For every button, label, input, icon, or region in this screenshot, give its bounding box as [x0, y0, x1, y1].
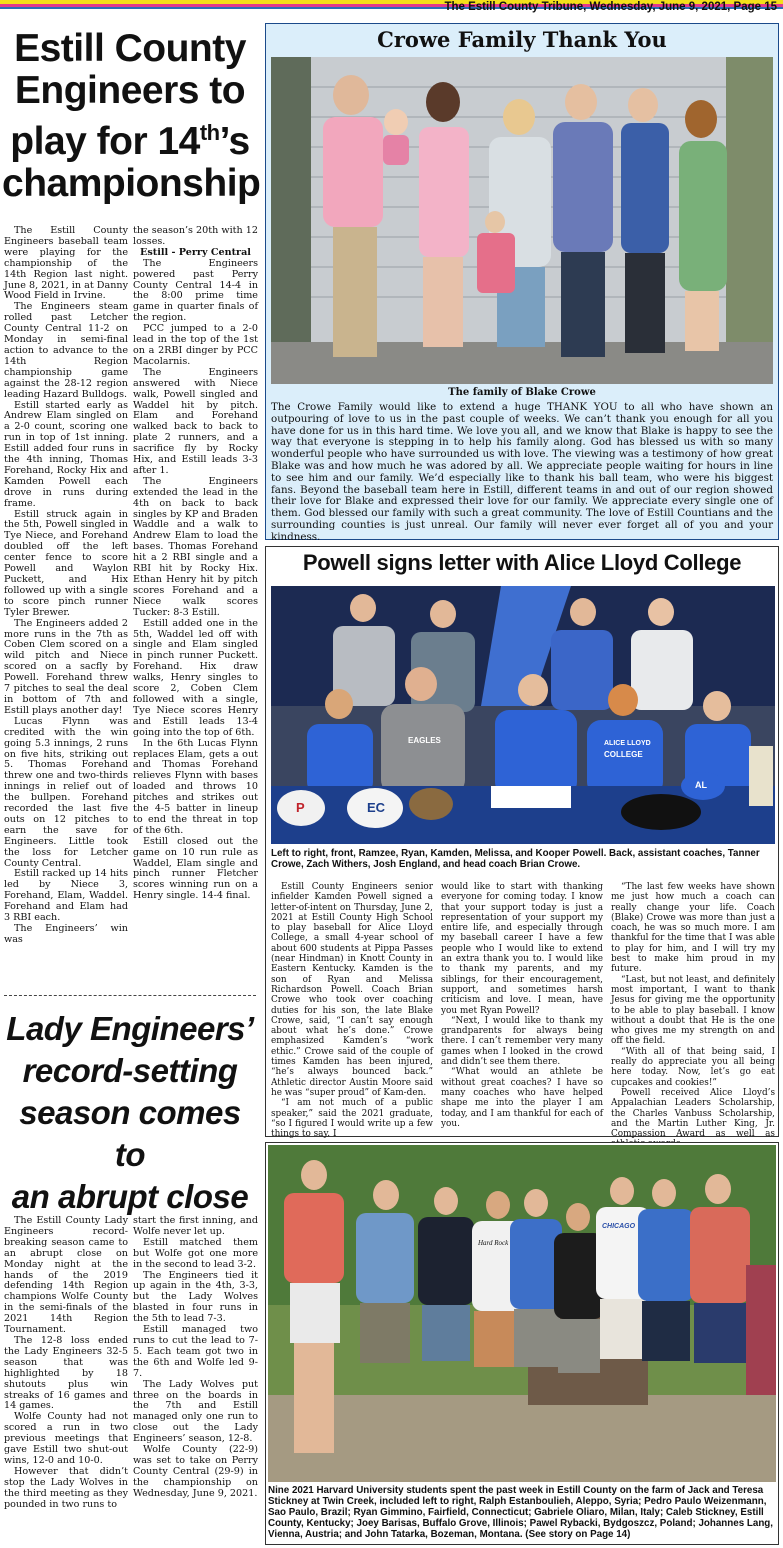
crowe-photo-art — [271, 57, 773, 384]
crowe-body: The Crowe Family would like to extend a huge THANK YOU to all who have shown an outpouring of love to us in the past couple of weeks. We can’t thank you enough for all you have done for us in this hard time. We love you all, and we know that Blake is happy to see the way that everyone is stepping in to help his family along. God has blessed us with so many wonderful people who have surrounded us with love. The viewing was a testimony of how great Blake was and how much he was adored by all. We appreciate people waiting for hours in line to see him and our family. We’d especially like to thank his ball team, who were his biggest fans. Beyond the baseball team here in Estill, different teams in and out of our region showed their love for Blake and expressed their love for our family. We appreciate every single one of them. God blessed our family with such a great community. The love of Estill Countians and the surrounding counties is just unreal. Our family will never ever forget all of you and your kindness. — [271, 401, 773, 543]
powell-paragraph: “Next, I would like to thank my grandparents for always being there. I can’t remember very many games when I looked in the crowd and didn’t see them there. — [441, 1015, 603, 1068]
engineers-paragraph: The Engineers extended the lead in the 4th on back to back singles by KP and Braden Waddle and a walk to Andrew Elam to load the bases. Thomas Forehand hit a 2 RBI single and a RBI hit by Rocky Hix. Ethan Henry hit by pitch scores Forehand and a Niece walk scores Tucker: 8-3 Estill. — [133, 475, 258, 618]
powell-hat-al: AL — [695, 780, 707, 790]
engineers-column-2 — [133, 226, 258, 902]
engineers-paragraph: The Estill County Engineers baseball team were playing for the championship of the 14th Region last night. June 8, 2021, in at Danny Wood Field in Irvine. — [4, 225, 128, 302]
engineers-paragraph: The Engineers’ win was — [4, 923, 128, 945]
engineers-headline-line4: championship — [2, 162, 261, 205]
lady-column-2 — [133, 1216, 258, 1500]
engineers-paragraph: Lucas Flynn was credited with the win going 5.3 innings, 2 runs on five hits, striking out 5. Thomas Forehand threw one and two-thirds innings in relief out of the bullpen. Forehand recorded the last five outs on 12 pitches to earn the save for Engineers. Little took the loss for Letcher County Central. — [4, 715, 128, 869]
lady-paragraph: The Lady Wolves put three on the boards in the 7th and Estill managed only one run to close out the Lady Engineers’ season, 12-8. — [133, 1378, 258, 1445]
powell-paragraph: would like to start with thanking everyone for coming today. I know that your support today is just a representation of your support my entire life, and especially through my baseball career I have a few people who I would like to extend an extra thank you to. I would like to thank my parents, and my siblings, for their encouragement, support, and sometimes harsh criticism and love. I mean, have you met Ryan Powell? — [441, 882, 603, 1016]
powell-hat-p: P — [296, 800, 305, 815]
harvard-students-photo — [268, 1145, 776, 1482]
powell-shirt-alice: ALICE LLOYD — [604, 740, 651, 747]
engineers-headline-line2: Engineers to — [14, 69, 246, 112]
powell-shirt-college: COLLEGE — [604, 750, 643, 759]
engineers-subhead: Estill - Perry Central — [140, 246, 251, 258]
powell-paragraph: “Last, but not least, and definitely most important, I want to thank Jesus for giving me the opportunity to be able to play baseball. I know without a doubt that He is the one who gives me my strength on and off the field. — [611, 974, 775, 1047]
engineers-paragraph: The Engineers steam rolled past Letcher County Central 11-2 on Monday in semi-final action to advance to the 14th Region championship game against the 28-12 region leading Hazard Bulldogs. — [4, 301, 128, 400]
powell-sign-eagles: EAGLES — [408, 736, 441, 745]
page-header: The Estill County Tribune, Wednesday, June 9, 2021, Page 15 — [444, 1, 777, 13]
engineers-paragraph: The Engineers powered past Perry County Central 14-4 in the 8:00 prime time game in quarter finals of the region. — [133, 257, 258, 324]
lady-headline-line2: record-setting — [22, 1052, 238, 1089]
engineers-paragraph: The Engineers answered with Niece walk, Powell singled and Waddel hit by pitch. Elam and Forehand walked back to back to plate 2 runners, and a sacrifice fly by Rocky Hix, and Estill leads 3-3 after 1. — [133, 366, 258, 476]
powell-paragraph: “What would an athlete be without great coaches? I have so many coaches who have helped shape me into the player I am today, and I am thankful for each of you. — [441, 1067, 603, 1129]
powell-paragraph: Powell received Alice Lloyd’s Appalachian Leaders Scholarship, the Charles Vanbuss Scholarship, and the Martin Luther King, Jr. Compassion Award as well as — [611, 1087, 775, 1140]
harvard-shirt-hardrock: Hard Rock — [478, 1239, 509, 1247]
engineers-headline-sup: th — [199, 120, 220, 145]
section-divider — [4, 995, 256, 996]
powell-column-1 — [271, 882, 433, 1139]
lady-paragraph: Estill managed two runs to cut the lead to 7-5. Each team got two in the 6th and Wolfe led 9-7. — [133, 1324, 258, 1379]
engineers-headline-line3 — [2, 112, 258, 163]
lady-headline-line1: Lady Engineers’ — [6, 1010, 254, 1047]
engineers-paragraph: The Engineers added 2 more runs in the 7th as Coben Clem scored on a wild pitch and Niece scored on a sacfly by Powell. Forehand threw 7 pitches to seal the deal in bottom of 7th and Estill plays another day! — [4, 617, 128, 716]
engineers-paragraph: the season’s 20th with 12 losses. — [133, 225, 258, 247]
engineers-headline-line3-text: play for 14 — [10, 120, 200, 163]
engineers-headline-line1: Estill County — [14, 27, 246, 70]
lady-paragraph: start the first inning, and Wolfe never let up. — [133, 1215, 258, 1237]
lady-headline — [0, 1008, 260, 1218]
crowe-family-photo — [271, 57, 773, 384]
crowe-photo-caption: The family of Blake Crowe — [448, 387, 596, 398]
lady-paragraph: However that didn’t stop the Lady Wolves in the third meeting as they pounded in two runs to — [4, 1465, 128, 1510]
engineers-paragraph: Estill closed out the game on 10 run rule as Waddel, Elam single and pinch runner Fletcher scores winning run on a Henry single. 14-4 final. — [133, 835, 258, 902]
powell-column-3 — [611, 882, 775, 1150]
lady-paragraph: Estill matched them but Wolfe got one more in the second to lead 3-2. — [133, 1236, 258, 1270]
engineers-headline — [2, 27, 261, 205]
harvard-photo-caption: Nine 2021 Harvard University students spent the past week in Estill County on the farm of Jack and Teresa Stickney at Twin Creek, included left to right, Ralph Estanboulieh, Aleppo, Syria; Pedro Paulo Weizenmann, Sao Paulo, Brazil; Ryan Gimmino, Fairfield, Connecticut; Gabriele Oliaro, Milan, Italy; Caleb Stickney, Estill County, Kentucky; Joey Barisas, Buffalo Grove, Illinois; Pawel Rybacki, Bydgoszcz, Poland; Johannes Lang, Vienna, Austria; and John Tatarka, Bozeman, Montana. (See story on Page 14) — [268, 1485, 774, 1540]
powell-column-2 — [441, 882, 603, 1129]
powell-photo-caption: Left to right, front, Ramzee, Ryan, Kamden, Melissa, and Kooper Powell. Back, assistant coaches, Tanner Crowe, Zach Withers, Josh England, and head coach Brian Crowe. — [271, 848, 760, 870]
harvard-shirt-chicago: CHICAGO — [602, 1223, 636, 1230]
lady-paragraph: The Estill County Lady Engineers record-breaking season came to an abrupt close on Monday night at the hands of the 2019 defending 14th Region champions Wolfe County in the semi-finals of the 2021 14th Region Tournament. — [4, 1215, 128, 1336]
engineers-paragraph: PCC jumped to a 2-0 lead in the top of the 1st on a 2RBI dinger by PCC Macolarnis. — [133, 323, 258, 367]
lady-headline-line4: an abrupt close — [11, 1178, 249, 1215]
powell-paragraph: “The last few weeks have shown me just how much a coach can really change your life. Coach (Blake) Crowe was more than just a coach, he was so much more. I am thankful for the time that I was able to play for him, and I will try my best to make him proud in my future. — [611, 882, 775, 975]
lady-headline-line3: season comes to — [19, 1094, 241, 1173]
engineers-column-1 — [4, 226, 128, 946]
lady-paragraph: The 12-8 loss ended the Lady Engineers 32-5 season that was highlighted by 18 shutouts plus win streaks of 16 games and 14 games. — [4, 1334, 128, 1412]
powell-photo-art — [271, 586, 775, 844]
powell-title: Powell signs letter with Alice Lloyd College — [302, 550, 742, 575]
powell-paragraph: Estill County Engineers senior infielder Kamden Powell signed a letter-of-intent on Thursday, June 2, 2021 at Estill County High School to play baseball for Alice Lloyd College, a small 4-year school of about 600 students at Pippa Passes (near Hindman) in Knott County in Eastern Kentucky. Kamden is the son of Ryan and Melissa Richardson Powell. Coach Brian Crowe who took over coaching duties for his son, the late Blake Crowe, said, “I can’t say enough about what he’s done.” Crowe emphasized Kamden’s “work ethic.” Crowe said of the couple of times Kamden has been injured, “he’s always bounced back.” Athletic director Austin Moore said he was “super proud” of Kam-den. — [271, 882, 433, 1098]
lady-column-1 — [4, 1216, 128, 1510]
lady-paragraph: Wolfe County (22-9) was set to take on Perry County Central (29-9) in the championship on Wednesday, June 9, 2021. — [133, 1444, 258, 1499]
engineers-paragraph: Estill started early as Andrew Elam singled on a 2-0 count, scoring one run in top of 1st inning. Estill added four runs in the 4th inning, Thomas Forehand, Rocky Hix and Kamden Powell each drove in runs during frame. — [4, 399, 128, 509]
engineers-paragraph: Estill added one in the 5th, Waddel led off with single and Elam singled in pinch runner Puckett. Forehand. Hix draw walks, Henry singles to score 2, Coben Clem followed with a single, Tye Niece scores Henry and Estill leads 13-4 going into the top of 6th. — [133, 617, 258, 738]
engineers-paragraph: Estill racked up 14 hits led by Niece 3, Forehand, Elam, Waddel. Forehand and Elam had 3 RBI each. — [4, 868, 128, 924]
powell-signing-photo — [271, 586, 775, 844]
engineers-headline-tail: ’s — [219, 120, 250, 163]
engineers-paragraph: Estill struck again in the 5th, Powell singled in Tye Niece, and Forehand doubled off the left center fence to score Powell and Waylon Puckett, and Hix followed up with a single to score pinch runner Tyler Brewer. — [4, 508, 128, 618]
engineers-paragraph: In the 6th Lucas Flynn replaces Elam, gets a out and Thomas Forehand relieves Flynn with bases loaded and throws 10 pitches and strikes out the 4-5 batter in lineup to end the threat in top of the 6th. — [133, 737, 258, 836]
powell-paragraph: “I am not much of a public speaker,” said the 2021 graduate, “so I figured I would write up a few things to say. I — [271, 1098, 433, 1140]
harvard-photo-art — [268, 1145, 776, 1482]
lady-paragraph: The Engineers tied it up again in the 4th, 3-3, but the Lady Wolves blasted in four runs in the 5th to lead 7-3. — [133, 1269, 258, 1325]
lady-paragraph: Wolfe County had not scored a run in two previous meetings that gave Estill two shut-out wins, 12-0 and 10-0. — [4, 1411, 128, 1466]
powell-paragraph: “With all of that being said, I really do appreciate you all being here today. Now, let’s go eat cupcakes and cookies!” — [611, 1046, 775, 1088]
powell-hat-ec: EC — [367, 800, 386, 815]
crowe-title: Crowe Family Thank You — [377, 27, 667, 52]
